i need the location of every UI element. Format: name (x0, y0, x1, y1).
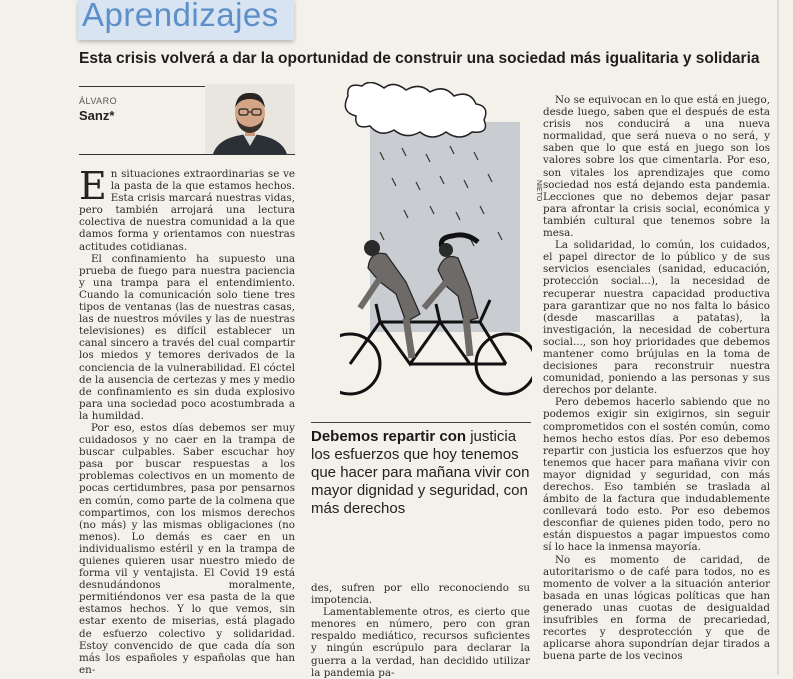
pullquote-rule (311, 422, 531, 423)
author-last-name: Sanz* (79, 108, 115, 123)
paragraph: No es momento de caridad, de autoritarismo o de café para todos, no es momento de volver a la situación anterior basada en unas lógicas políticas que han generado unas cuotas de desigualdad insufribles en forma de precariedad, recortes y desprotección y que de aplicarse ahora supondrían dejar tirados a buena parte de los vecinos (543, 553, 770, 663)
article-column-2 (311, 582, 530, 679)
article-column-3 (543, 94, 770, 662)
paragraph: Lamentablemente otros, es cierto que menores en número, pero con gran respaldo mediático, recursos suficientes y ningún escrúpulo para declarar la guerra a la verdad, han decidido utilizar la pandemia pa- (311, 606, 530, 679)
section-title-banner (78, 0, 294, 40)
credit-text: NIETO (535, 180, 542, 202)
cyclists-illustration (340, 82, 532, 412)
paragraph: des, sufren por ello reconociendo su impotencia. (311, 582, 530, 607)
author-rule-bottom (79, 154, 295, 155)
paragraph: Por eso, estos días debemos ser muy cuidadosos y no caer en la trampa de buscar culpables. Saber escuchar hoy pasa por buscar respuestas a los problemas colectivos en un momento de pocas certidumbres, pasa por pensarnos en común, como parte de la colmena que compartimos, con los mismos derechos (no más) y las mismas obligaciones (no menos). Lo demás es caer en un individualismo estéril y en la trampa de quienes quieren usar nuestro miedo de forma vil y ventajista. El Covid 19 está desnudándonos moralmente, permitiéndonos ver esa pasta de la que estamos hechos. Y lo que vemos, sin estar exento de miserias, está plagado de esfuerzo colectivo y solidaridad. Estoy convencido de que cada día son más los españoles y españolas que han en- (79, 421, 295, 676)
section-title: Aprendizajes (82, 0, 279, 33)
paragraph-text: n situaciones extraordinarias se ve la pasta de la que estamos hechos. Esta crisis marcará nuestras vidas, pero también arrojará una lectura colectiva de nuestra comunidad a la que damos forma y orientamos con nuestras actitudes cotidianas. (79, 168, 295, 253)
paragraph: La solidaridad, lo común, los cuidados, el papel director de lo público y de sus servicios esenciales (sanidad, educación, protección social...), la necesidad de recuperar nuestra capacidad productiva para garantizar que no nos falta lo básico (desde mascarillas a patatas), la investigación, la necesidad de cobertura social..., son hoy prioridades que debemos mantener como brújulas en la toma de decisiones para reconstruir nuestra comunidad, poniendo a las personas y sus derechos por delante. (543, 239, 770, 397)
paragraph: El confinamiento ha supuesto una prueba de fuego para nuestra paciencia y una trampa para el entendimiento. Cuando la comunicación solo tiene tres tipos de ventanas (las de nuestras casas, las de nuestros móviles y las de nuestras televisiones) es difícil establecer un canal sincero a través del cual compartir los miedos y temores derivados de la conciencia de la vulnerabilidad. El cóctel de la ausencia de certezas y mes y medio de confinamiento es sin duda explosivo para una sociedad poco acostumbrada a la humildad. (79, 252, 295, 422)
pullquote-text: justicia los esfuerzos que hoy tenemos que hacer para mañana vivir con mayor dignidad y seguridad, con más derechos (311, 428, 530, 517)
paragraph: Pero debemos hacerlo sabiendo que no podemos exigir sin exigirnos, sin seguir comprometidos con el sostén común, como hemos hecho estos días. Por eso debemos repartir con justicia los esfuerzos que hoy tenemos que hacer para mañana vivir con mayor dignidad y seguridad, con más derechos. Eso también se traslada al ámbito de la factura que indudablemente conllevará todo esto. Por eso debemos desconfiar de quienes piden todo, pero no están dispuestos a pagar impuestos como sí lo hace la inmensa mayoría. (543, 396, 770, 554)
illustration-credit (525, 180, 542, 202)
pullquote (311, 428, 537, 518)
author-photo (205, 84, 295, 154)
article-column-1 (79, 164, 295, 676)
headline: Esta crisis volverá a dar la oportunidad de construir una sociedad más igualitaria y solidaria (79, 50, 760, 67)
paragraph: No se equivocan en lo que está en juego, desde luego, saben que el después de esta crisis nos conducirá a una nueva normalidad, que será nueva o no será, y saben que lo que está en juego son los valores sobre los que cimentarla. Por eso, son vitales los aprendizajes que como sociedad nos está dejando esta pandemia. Lecciones que no debemos dejar pasar para afrontar la crisis social, económica y también cultural que tenemos sobre la mesa. (543, 94, 770, 240)
page-edge (777, 0, 779, 675)
paragraph (79, 164, 295, 253)
author-first-name: ÁLVARO (79, 96, 118, 106)
dropcap: E (79, 164, 107, 208)
pullquote-bold: Debemos repartir con (311, 428, 467, 445)
